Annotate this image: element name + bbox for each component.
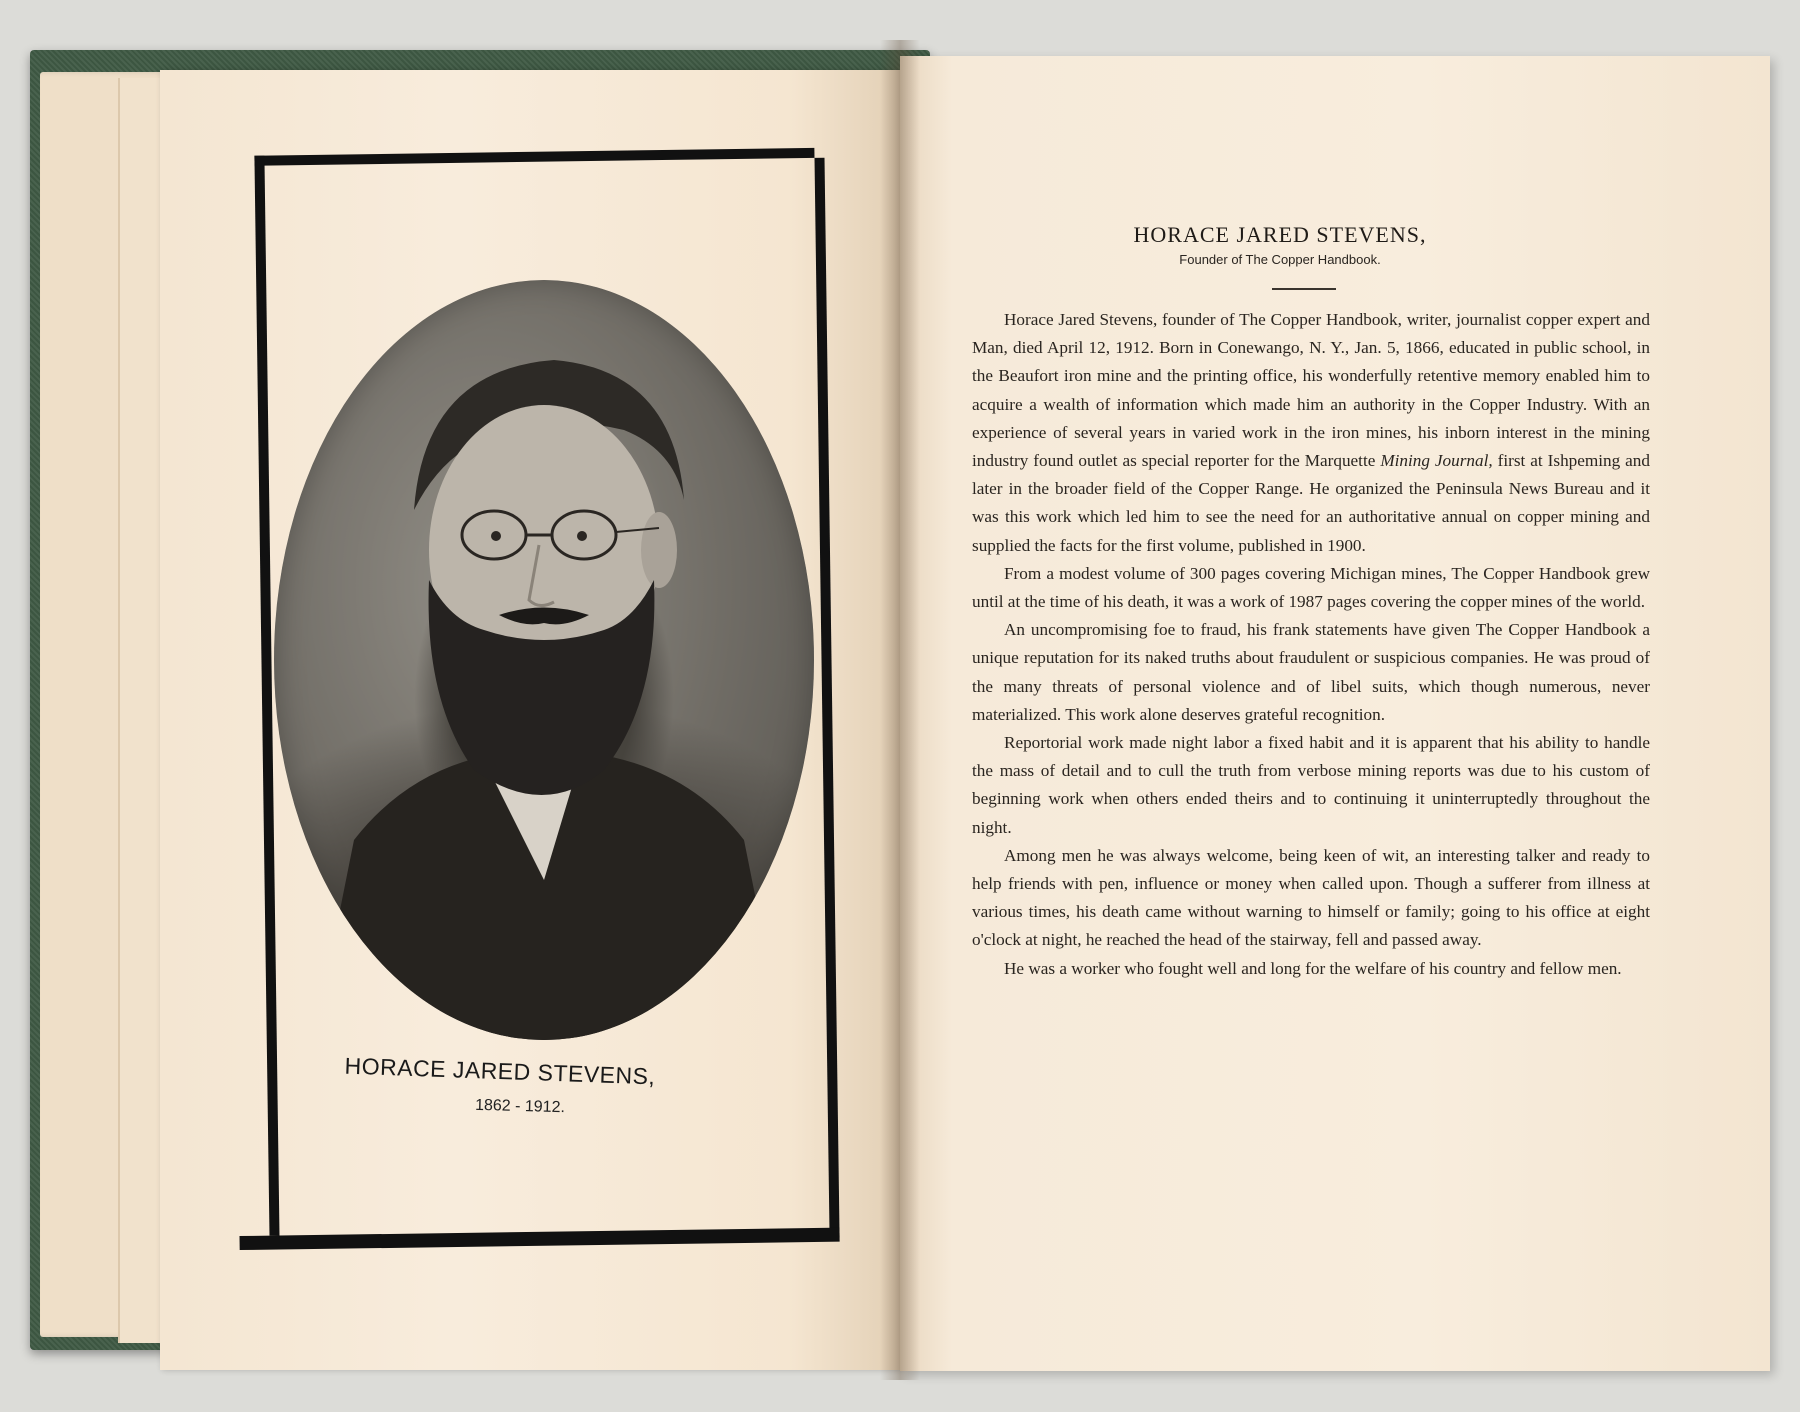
paragraph-text: first at Ishpeming and later in the broader field of the Copper Range. He organized the Peninsula News Bureau and it was this work which led him to see the need for an authoritative annual on copper mining and supplied the facts for the first volume, published in 1900. [972,451,1650,555]
article-subtitle: Founder of The Copper Handbook. [1179,252,1381,267]
paragraph-text: Horace Jared Stevens, founder of The Copper Handbook, writer, journalist copper expert and Man, died April 12, 1912. Born in Conewango, N. Y., Jan. 5, 1866, educated in public school, in the Beaufort iron mine and the printing office, his wonderfully retentive memory enabled him to acquire a wealth of information which made him an authority in the Copper Industry. With an experience of several years in varied work in the iron mines, his inborn interest in the mining industry found outlet as special reporter for the Marquette [972,310,1650,471]
paragraph: From a modest volume of 300 pages covering Michigan mines, The Copper Handbook grew until at the time of his death, it was a work of 1987 pages covering the copper mines of the world. [972,563,1650,612]
portrait-figure [274,280,814,1040]
portrait-caption-name: HORACE JARED STEVENS, [344,1052,656,1090]
publication-name: Mining Journal, [1380,451,1493,471]
article-title: HORACE JARED STEVENS, [1133,222,1427,247]
paragraph: He was a worker who fought well and long for the welfare of his country and fellow men. [1004,958,1622,978]
paragraph: Reportorial work made night labor a fixed habit and it is apparent that his ability to handle the mass of detail and to cull the truth from verbose mining reports was due to his custom of beginning work when others ended theirs and to continuing it uninterruptedly throughout the night. [972,733,1650,837]
paragraph: An uncompromising foe to fraud, his frank statements have given The Copper Handbook a unique reputation for its naked truths about fraudulent or suspicious companies. He was proud of the many threats of personal violence and of libel suits, which though numerous, never materialized. This work alone deserves grateful recognition. [972,620,1650,724]
portrait-photo [274,280,814,1040]
book-gutter [880,40,920,1380]
portrait-caption-dates: 1862 - 1912. [474,1096,566,1117]
title-rule [1272,288,1336,290]
paragraph: Among men he was always welcome, being keen of wit, an interesting talker and ready to help friends with pen, influence or money when called upon. Though a sufferer from illness at various times, his death came without warning to himself or family; going to his office at eight o'clock at night, he reached the head of the stairway, fell and passed away. [972,845,1650,950]
paragraph [972,306,1650,560]
article-body [972,306,1650,983]
